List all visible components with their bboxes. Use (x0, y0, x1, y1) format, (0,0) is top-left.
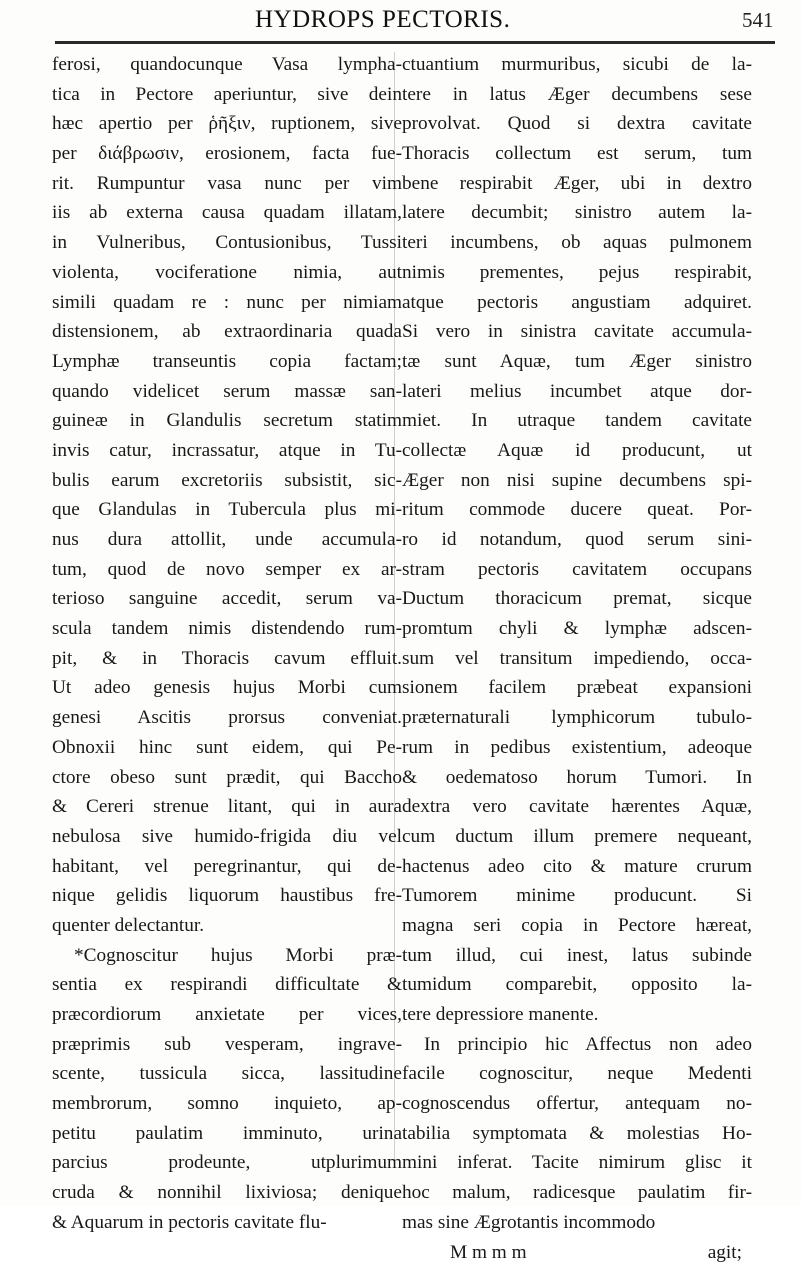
text-line: dextra vero cavitate hærentes Aquæ, (402, 792, 752, 822)
text-line: mini inferat. Tacite nimirum glisc it (402, 1148, 752, 1178)
text-line: tere in latus Æger decumbens sese (402, 80, 752, 110)
text-line: Thoracis collectum est serum, tum (402, 139, 752, 169)
text-line: simili quadam re : nunc per nimiam (52, 288, 402, 318)
text-line: petitu paulatim imminuto, urina (52, 1119, 402, 1149)
text-line: pit, & in Thoracis cavum effluit. (52, 644, 402, 674)
text-line: *Cognoscitur hujus Morbi præ- (52, 941, 402, 971)
text-line: in Vulneribus, Contusionibus, Tussi (52, 228, 402, 258)
text-line: Æger non nisi supine decumbens spi- (402, 466, 752, 496)
text-line: nique gelidis liquorum haustibus fre- (52, 881, 402, 911)
text-line: nus dura attollit, unde accumula- (52, 525, 402, 555)
text-line: præcordiorum anxietate per vices, (52, 1000, 402, 1030)
text-line: tæ sunt Aquæ, tum Æger sinistro (402, 347, 752, 377)
text-line: hoc malum, radicesque paulatim fir- (402, 1178, 752, 1208)
text-line: tere depressiore manente. (402, 1000, 752, 1030)
text-line: sentia ex respirandi difficultate & (52, 970, 402, 1000)
text-line: Ductum thoracicum premat, sicque (402, 584, 752, 614)
text-line: tum illud, cui inest, latus subinde (402, 941, 752, 971)
text-line: mas sine Ægrotantis incommodo (402, 1208, 752, 1238)
text-line: facile cognoscitur, neque Medenti (402, 1059, 752, 1089)
text-line: & oedematoso horum Tumori. In (402, 763, 752, 793)
text-line: Si vero in sinistra cavitate accumula- (402, 317, 752, 347)
text-line: per διάβρωσιν, erosionem, facta fue- (52, 139, 402, 169)
text-line: collectæ Aquæ id producunt, ut (402, 436, 752, 466)
text-line: violenta, vociferatione nimia, aut (52, 258, 402, 288)
text-line: rit. Rumpuntur vasa nunc per vim (52, 169, 402, 199)
text-line: tabilia symptomata & molestias Ho- (402, 1119, 752, 1149)
text-line: præternaturali lymphicorum tubulo- (402, 703, 752, 733)
text-line: Lymphæ transeuntis copia factam; (52, 347, 402, 377)
text-line: lateri melius incumbet atque dor- (402, 377, 752, 407)
text-line: distensionem, ab extraordinaria quada (52, 317, 402, 347)
text-line: sum vel transitum impediendo, occa- (402, 644, 752, 674)
text-line: que Glandulas in Tubercula plus mi- (52, 495, 402, 525)
text-line: tum, quod de novo semper ex ar- (52, 555, 402, 585)
text-line: bulis earum excretoriis subsistit, sic- (52, 466, 402, 496)
text-line: promtum chyli & lymphæ adscen- (402, 614, 752, 644)
text-line: In principio hic Affectus non adeo (402, 1030, 752, 1060)
text-line: cognoscendus offertur, antequam no- (402, 1089, 752, 1119)
catchword: agit; (708, 1238, 742, 1267)
page-number: 541 (742, 8, 774, 33)
text-line: ro id notandum, quod serum sini- (402, 525, 752, 555)
text-line: latere decumbit; sinistro autem la- (402, 198, 752, 228)
text-line: scula tandem nimis distendendo rum- (52, 614, 402, 644)
text-line: & Aquarum in pectoris cavitate flu- (52, 1208, 402, 1238)
text-line: hactenus adeo cito & mature crurum (402, 852, 752, 882)
text-line: guineæ in Glandulis secretum statim (52, 406, 402, 436)
text-line: tica in Pectore aperiuntur, sive dein (52, 80, 402, 110)
text-line: Ut adeo genesis hujus Morbi cum (52, 673, 402, 703)
text-line: quando videlicet serum massæ san- (52, 377, 402, 407)
running-head (0, 6, 801, 40)
text-line: provolvat. Quod si dextra cavitate (402, 109, 752, 139)
text-line: invis catur, incrassatur, atque in Tu- (52, 436, 402, 466)
right-column (402, 50, 752, 1267)
text-line: Obnoxii hinc sunt eidem, qui Pe- (52, 733, 402, 763)
text-line: parcius prodeunte, utplurimum (52, 1148, 402, 1178)
text-line: ferosi, quandocunque Vasa lympha- (52, 50, 402, 80)
text-line: ctuantium murmuribus, sicubi de la- (402, 50, 752, 80)
signature-mark: M m m m (450, 1238, 527, 1267)
text-line: cum ductum illum premere nequeant, (402, 822, 752, 852)
running-title: HYDROPS PECTORIS. (255, 6, 510, 34)
left-column (52, 50, 402, 1238)
text-line: habitant, vel peregrinantur, qui de- (52, 852, 402, 882)
text-line: rum in pedibus existentium, adeoque (402, 733, 752, 763)
text-line: terioso sanguine accedit, serum va- (52, 584, 402, 614)
text-line: iis ab externa causa quadam illatam, (52, 198, 402, 228)
text-line: genesi Ascitis prorsus conveniat. (52, 703, 402, 733)
text-line: cruda & nonnihil lixiviosa; denique (52, 1178, 402, 1208)
text-line: nimis prementes, pejus respirabit, (402, 258, 752, 288)
text-line: teri incumbens, ob aquas pulmonem (402, 228, 752, 258)
text-line: miet. In utraque tandem cavitate (402, 406, 752, 436)
text-line: quenter delectantur. (52, 911, 402, 941)
text-line: ctore obeso sunt prædit, qui Baccho (52, 763, 402, 793)
text-line: & Cereri strenue litant, qui in aura (52, 792, 402, 822)
text-line: nebulosa sive humido-frigida diu vel (52, 822, 402, 852)
header-rule (55, 41, 775, 44)
text-line: magna seri copia in Pectore hæreat, (402, 911, 752, 941)
text-line: tumidum comparebit, opposito la- (402, 970, 752, 1000)
text-line: membrorum, somno inquieto, ap- (52, 1089, 402, 1119)
text-line: præprimis sub vesperam, ingrave- (52, 1030, 402, 1060)
text-line: bene respirabit Æger, ubi in dextro (402, 169, 752, 199)
text-line: hæc apertio per ῥῆξιν, ruptionem, sive (52, 109, 402, 139)
text-line: stram pectoris cavitatem occupans (402, 555, 752, 585)
text-line: sionem facilem præbeat expansioni (402, 673, 752, 703)
text-line: Tumorem minime producunt. Si (402, 881, 752, 911)
text-line: atque pectoris angustiam adquiret. (402, 288, 752, 318)
footer-row (402, 1238, 752, 1267)
text-line: scente, tussicula sicca, lassitudine (52, 1059, 402, 1089)
text-line: ritum commode ducere queat. Por- (402, 495, 752, 525)
